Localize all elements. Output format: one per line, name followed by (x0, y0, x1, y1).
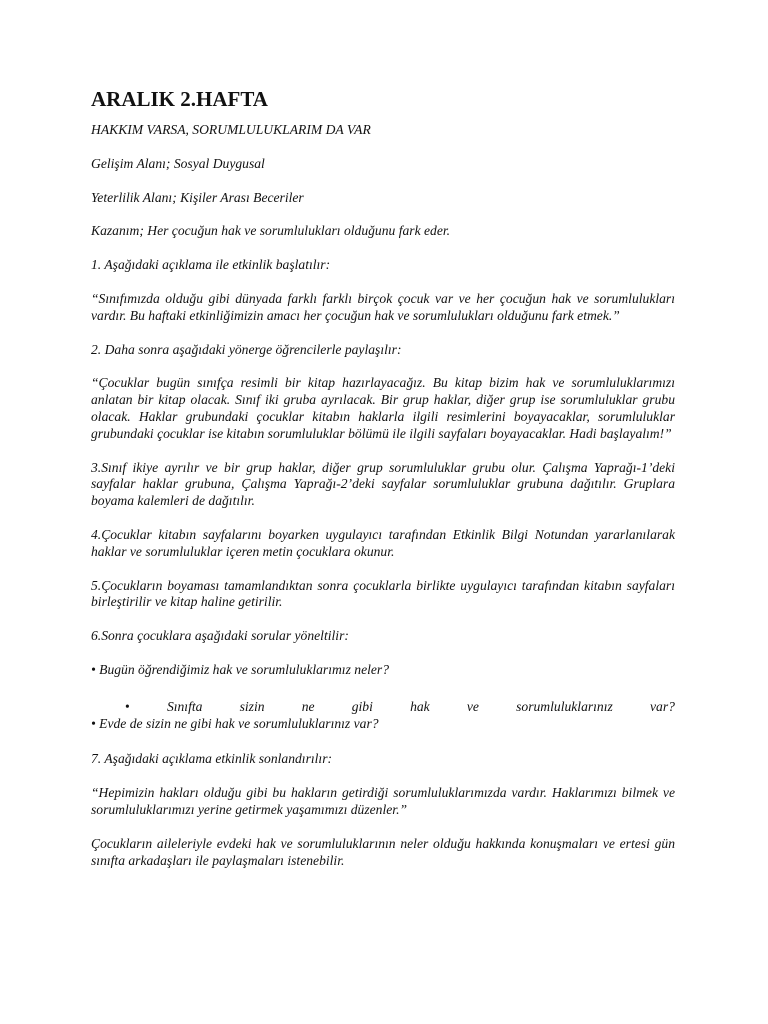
closing-paragraph: Çocukların aileleriyle evdeki hak ve sorumluluklarının neler olduğu hakkında konuşmaları ve ertesi gün sınıfta arkadaşları ile paylaşmaları istenebilir. (91, 835, 675, 868)
step1-quote: “Sınıfımızda olduğu gibi dünyada farklı farklı birçok çocuk var ve her çocuğun hak ve sorumlulukları vardır. Bu haftaki etkinliğimizin amacı her çocuğun hak ve sorumlulukları olduğunu fark etmek.” (91, 290, 675, 323)
question-2-word: ne (301, 698, 315, 714)
step5-paragraph: 5.Çocukların boyaması tamamlandıktan sonra çocuklarla birlikte uygulayıcı tarafından kitabın sayfaları birleştirilir ve kitap haline getirilir. (91, 577, 675, 610)
step6-heading: 6.Sonra çocuklara aşağıdaki sorular yöneltilir: (91, 628, 349, 644)
question-2-word: var? (649, 698, 675, 714)
competency-area: Yeterlilik Alanı; Kişiler Arası Beceriler (91, 189, 304, 205)
learning-outcome: Kazanım; Her çocuğun hak ve sorumlulukları olduğunu fark eder. (91, 223, 451, 239)
question-2-word: sorumluluklarınız (516, 698, 613, 714)
question-2-word: ve (466, 698, 479, 714)
step7-quote: “Hepimizin hakları olduğu gibi bu hakların getirdiği sorumluluklarımızda vardır. Haklarımızı bilmek ve sorumluluklarımızı yerine getirmek yaşamımızı düzenler.” (91, 785, 675, 817)
question-3: • Evde de sizin ne gibi hak ve sorumluluklarınız var? (91, 715, 379, 731)
development-area: Gelişim Alanı; Sosyal Duygusal (91, 155, 265, 171)
question-2 (91, 699, 675, 716)
step2-quote: “Çocuklar bugün sınıfça resimli bir kitap hazırlayacağız. Bu kitap bizim hak ve sorumluluklarımızı anlatan bir kitap olacak. Sınıf iki gruba ayrılacak. Bir grup haklar, diğer grup ise sorumluluklar grubu olacak. Haklar grubundaki çocuklar kitabın haklarla ilgili resimlerini boyayacaklar, sorumluluklar grubundaki çocuklar ise kitabın sorumluluklar bölümü ile ilgili sayfaları boyayacaklar. Hadi başlayalım!” (91, 375, 675, 441)
document-page (91, 86, 675, 886)
step1-heading: 1. Aşağıdaki açıklama ile etkinlik başlatılır: (91, 257, 331, 273)
question-1: • Bugün öğrendiğimiz hak ve sorumluluklarımız neler? (91, 661, 390, 677)
activity-subtitle: HAKKIM VARSA, SORUMLULUKLARIM DA VAR (91, 122, 371, 137)
question-2-bullet: • (125, 698, 130, 714)
question-2-word: hak (410, 698, 430, 714)
question-2-word: gibi (351, 698, 373, 714)
step3-paragraph: 3.Sınıf ikiye ayrılır ve bir grup haklar, diğer grup sorumluluklar grubu olur. Çalışma Yaprağı-1’deki sayfalar haklar grubuna, Çalışma Yaprağı-2’deki sayfalar sorumluluklar grubuna dağıtılır. Gruplara boyama kalemleri de dağıtılır. (91, 459, 675, 509)
page-title: ARALIK 2.HAFTA (91, 87, 268, 111)
step7-heading: 7. Aşağıdaki açıklama etkinlik sonlandırılır: (91, 751, 333, 767)
step4-paragraph: 4.Çocuklar kitabın sayfalarını boyarken uygulayıcı tarafından Etkinlik Bilgi Notundan yararlanılarak haklar ve sorumluluklar içeren metin çocuklara okunur. (91, 526, 675, 559)
question-2-word: Sınıfta (166, 698, 203, 714)
question-2-word: sizin (239, 698, 265, 714)
step2-heading: 2. Daha sonra aşağıdaki yönerge öğrencilerle paylaşılır: (91, 341, 402, 357)
